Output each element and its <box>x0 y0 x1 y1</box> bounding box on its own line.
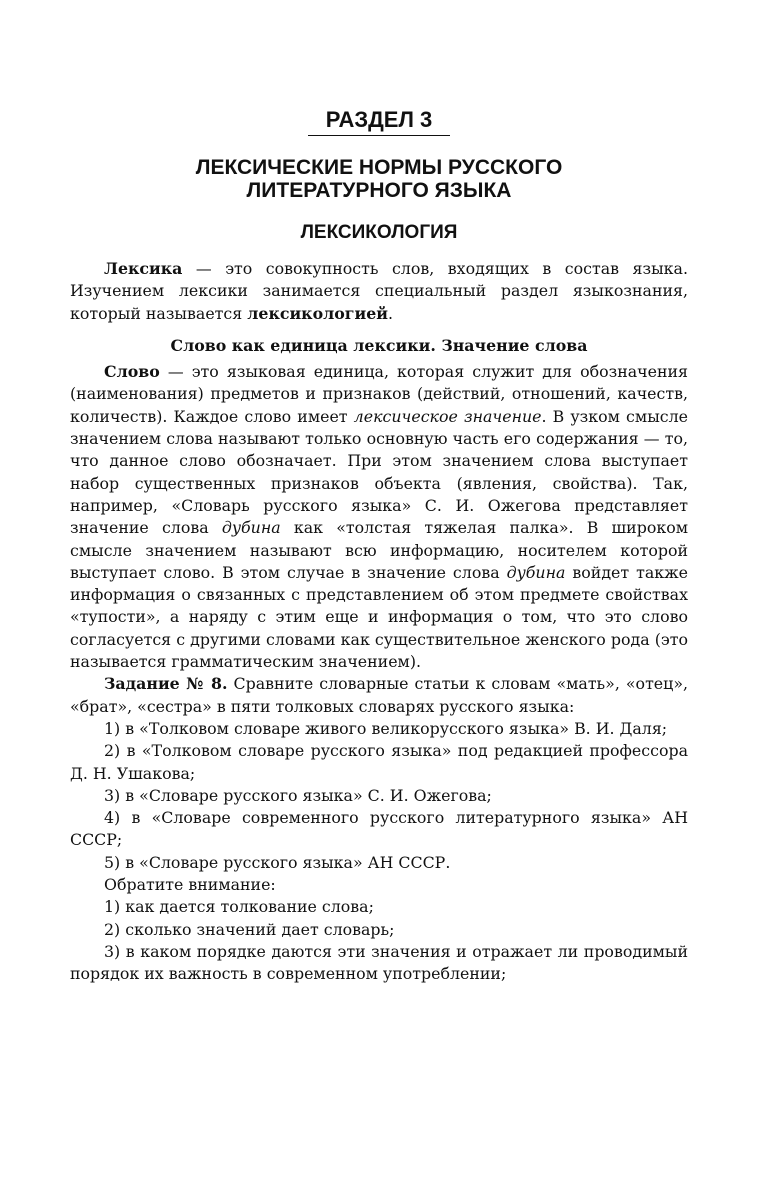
list-item: 4) в «Словаре современного русского литературного языка» АН СССР; <box>70 808 688 850</box>
topic-title: ЛЕКСИКОЛОГИЯ <box>300 222 458 243</box>
subheading: Слово как единица лексики. Значение слова <box>170 335 588 355</box>
paragraph-slovo: Слово — это языковая единица, которая служит для обозначения (наименования) предметов и признаков (действий, отношений, качеств, количеств). Каждое слово имеет лексическое значение. В узком смысле значением слова называют только основную часть его содержания — то, что данное слово обозначает. При этом значением слова выступает набор существенных признаков объекта (явления, свойства). Так, например, «Словарь русского языка» С. И. Ожегова представляет значение слова дубина как «толстая тяжелая палка». В широком смысле значением называют всю информацию, носителем которой выступает слово. В этом случае в значение слова дубина войдет также информация о связанных с представлением об этом предмете свойствах «тупости», а наряду с этим еще и информация о том, что это слово согласуется с другими словами как существительное женского рода (это называется грамматическим значением). <box>70 362 689 672</box>
question-item: 2) сколько значений дает словарь; <box>104 919 395 939</box>
chapter-title-line-1: ЛЕКСИЧЕСКИЕ НОРМЫ РУССКОГО <box>195 156 563 179</box>
term-lexikologiya: лексикологией <box>247 303 388 323</box>
task-label: Задание № 8. <box>104 674 228 694</box>
term-slovo: Слово <box>104 362 160 382</box>
list-item: 3) в «Словаре русского языка» С. И. Ожегова; <box>104 785 492 805</box>
chapter-title-line-2: ЛИТЕРАТУРНОГО ЯЗЫКА <box>246 179 512 202</box>
question-item: 3) в каком порядке даются эти значения и отражает ли проводимый порядок их важность в современном употреблении; <box>70 941 688 984</box>
list-item: 2) в «Толковом словаре русского языка» под редакцией профессора Д. Н. Ушакова; <box>70 741 688 783</box>
list-item: 1) в «Толковом словаре живого великорусского языка» В. И. Даля; <box>104 718 668 738</box>
chapter-title <box>70 156 688 202</box>
section-title: РАЗДЕЛ 3 <box>70 107 688 136</box>
term-lexika: Лексика <box>104 259 183 278</box>
body-text <box>70 258 688 986</box>
list-item: 5) в «Словаре русского языка» АН СССР. <box>104 852 451 872</box>
paragraph-lexika: Лексика — это совокупность слов, входящих в состав языка. Изучением лексики занимается специальный раздел языкознания, который называется лексикологией. <box>70 259 688 323</box>
question-item: 1) как дается толкование слова; <box>104 897 374 917</box>
attention-note: Обратите внимание: <box>104 875 276 895</box>
task-8: Задание № 8. Сравните словарные статьи к словам «мать», «отец», «брат», «сестра» в пяти толковых словарях русского языка: <box>70 674 689 716</box>
